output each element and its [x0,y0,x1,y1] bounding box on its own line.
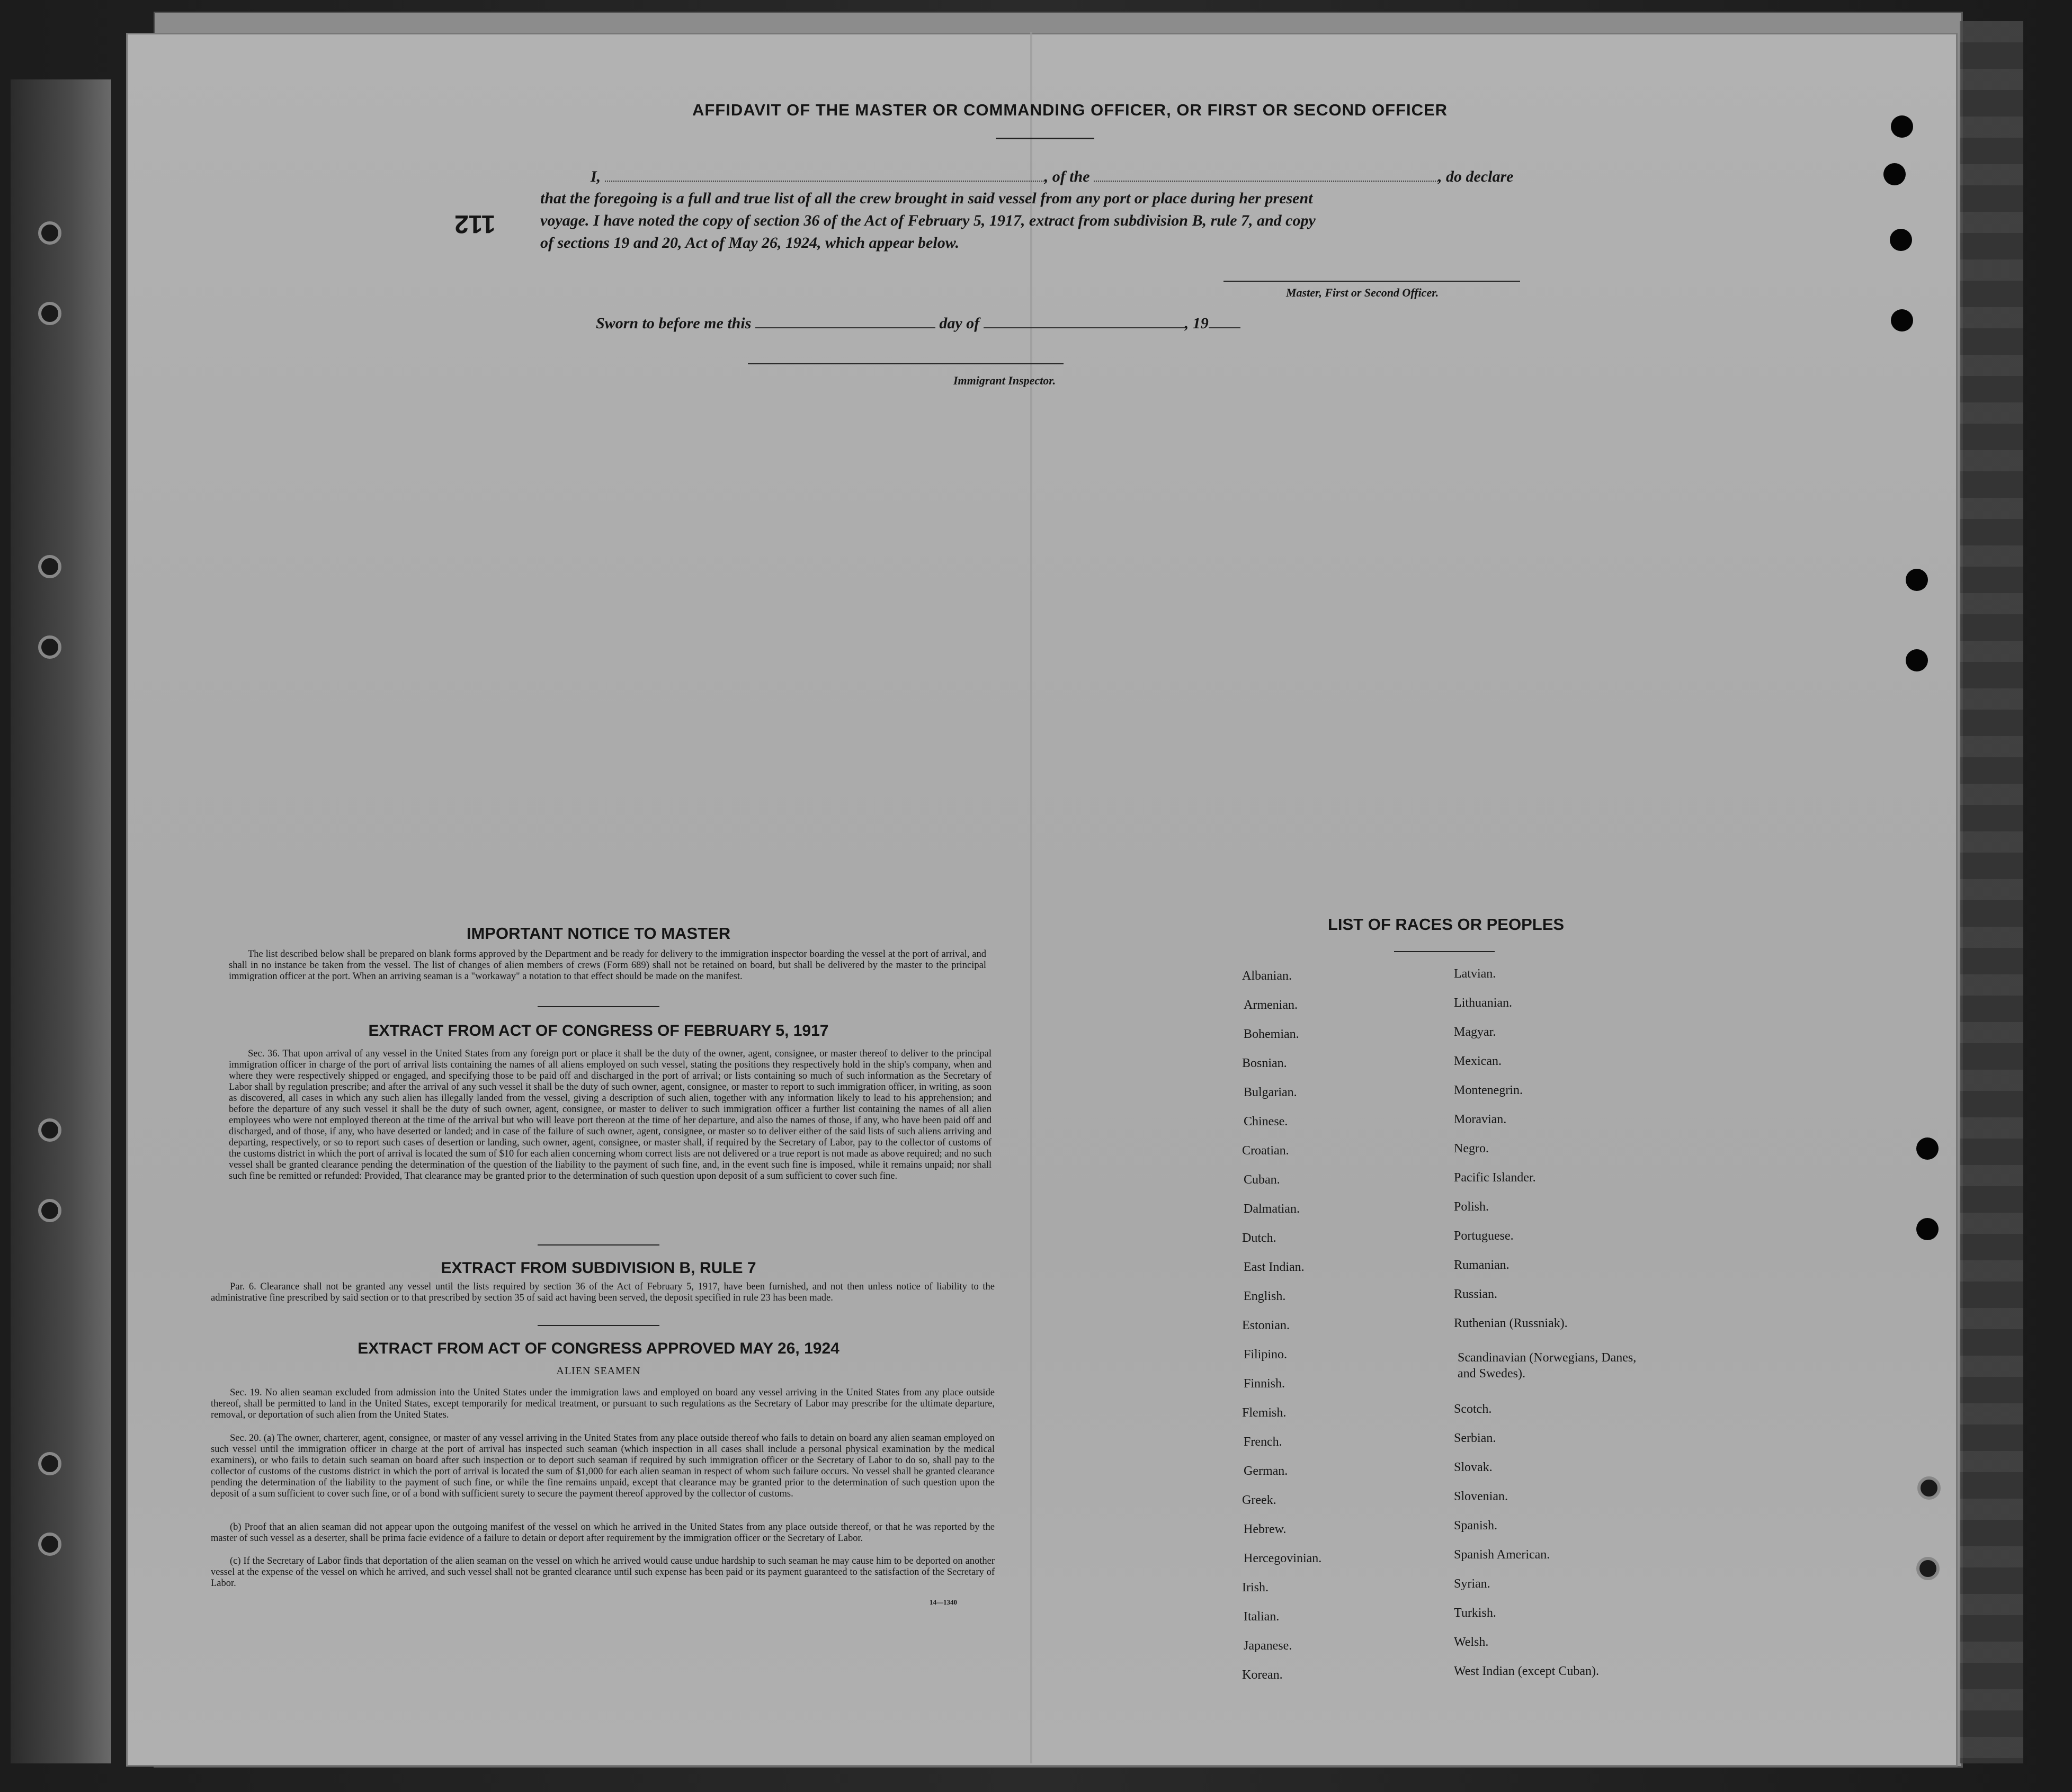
binding-edge [11,79,111,1763]
race-item: Hebrew. [1244,1522,1287,1536]
sec19-text: Sec. 19. No alien seaman excluded from admission into the United States under the immigration laws and employed on board any vessel arriving in the United States from any place outside thereof, shall be permitted to land in the United States, except temporarily for medical treatment, or pursuant to such regulations as the Secretary of Labor may prescribe for the ultimate departure, removal, or deportation of such alien from the United States. [211,1387,995,1420]
race-item: Cuban. [1244,1173,1280,1187]
race-item: Finnish. [1244,1377,1285,1391]
form-number: 14—1340 [930,1598,957,1606]
of-the-label: , of the [1044,168,1090,185]
race-item: Dutch. [1242,1231,1276,1245]
affidavit-title: AFFIDAVIT OF THE MASTER OR COMMANDING OFFICER, OR FIRST OR SECOND OFFICER [692,101,1448,119]
affidavit-line-4: of sections 19 and 20, Act of May 26, 1924, which appear below. [540,234,960,252]
race-item: Lithuanian. [1454,996,1512,1010]
race-item: Italian. [1244,1610,1280,1624]
race-item: Negro. [1454,1142,1489,1155]
races-title-rule [1394,951,1495,952]
race-item: Bohemian. [1244,1027,1299,1041]
race-item: Greek. [1242,1493,1276,1507]
punch-hole-icon [1906,569,1928,591]
race-item: Spanish American. [1454,1548,1550,1562]
binder-ring-icon [38,1533,61,1556]
notice-title: IMPORTANT NOTICE TO MASTER [466,924,731,943]
sec20c-text: (c) If the Secretary of Labor finds that deportation of the alien seaman on the vessel on which he arrived would cause undue hardship to such seaman he may cause him to be deported on another vessel at the expense of the vessel on which he arrived, and such vessel shall not be granted clearance until such expense has been paid or its payment guaranteed to the satisfaction of the Secretary of Labor. [211,1556,995,1589]
race-item: Slovenian. [1454,1490,1508,1503]
extract-rule7-text: Par. 6. Clearance shall not be granted any vessel until the lists required by section 36 of the Act of February 5, 1917, have been furnished, and not then unless notice of liability to the administrative fine prescribed by said section or to that prescribed by section 35 of said act having been served, the deposit specified in rule 23 has been made. [211,1282,995,1303]
race-item: Bosnian. [1242,1056,1287,1070]
race-item: East Indian. [1244,1260,1305,1274]
binder-ring-icon [38,302,61,325]
stamp-number: 112 [454,210,496,238]
i-label: I, [591,168,601,185]
race-item: Serbian. [1454,1431,1496,1445]
race-item: Pacific Islander. [1454,1171,1536,1185]
name-field[interactable] [605,167,1044,182]
race-item: Estonian. [1242,1319,1290,1332]
race-item: German. [1244,1464,1288,1478]
day-of-label: day of [939,315,980,332]
race-item: Korean. [1242,1668,1283,1682]
binder-ring-icon [38,555,61,578]
punch-hole-icon [1916,1137,1939,1160]
race-item: Mexican. [1454,1054,1502,1068]
race-item: Russian. [1454,1287,1498,1301]
extract-rule7-title: EXTRACT FROM SUBDIVISION B, RULE 7 [441,1259,756,1277]
race-item: Hercegovinian. [1244,1552,1322,1565]
race-item: Irish. [1242,1581,1269,1594]
alien-seamen-subtitle: ALIEN SEAMEN [556,1365,641,1377]
binder-ring-icon [38,1199,61,1222]
document-page [126,33,1958,1767]
punch-hole-icon [1916,1218,1939,1240]
race-item: Scotch. [1454,1402,1492,1416]
binder-strip [1960,21,2023,1763]
affidavit-line-2: that the foregoing is a full and true list of all the crew brought in said vessel from any port or place during her present [540,190,1313,207]
binder-ring-icon [38,635,61,659]
binder-ring-icon [1916,1557,1940,1580]
race-item: Spanish. [1454,1519,1498,1533]
punch-hole-icon [1891,309,1913,331]
race-item: Filipino. [1244,1348,1288,1361]
section-rule [538,1006,659,1007]
race-item: Scandinavian (Norwegians, Danes, and Swedes). [1458,1351,1637,1381]
race-item: Japanese. [1244,1639,1292,1653]
race-item: Syrian. [1454,1577,1490,1591]
race-item: Latvian. [1454,967,1496,981]
master-signature-label: Master, First or Second Officer. [1286,286,1439,299]
race-item: Bulgarian. [1244,1086,1297,1099]
binder-ring-icon [1917,1476,1941,1500]
binder-ring-icon [38,1118,61,1142]
race-item: West Indian (except Cuban). [1454,1664,1599,1678]
race-item: Ruthenian (Russniak). [1454,1316,1568,1330]
binder-ring-icon [38,1452,61,1475]
binder-ring-icon [38,221,61,245]
race-item: Rumanian. [1454,1258,1510,1272]
sworn-month-field[interactable] [984,313,1185,328]
affidavit-line-3: voyage. I have noted the copy of section 36 of the Act of February 5, 1917, extract from subdivision B, rule 7, and copy [540,212,1316,229]
race-item: Welsh. [1454,1635,1489,1649]
affidavit-line-1 [591,167,1513,186]
punch-hole-icon [1890,229,1912,251]
vessel-field[interactable] [1094,167,1438,182]
race-item: Polish. [1454,1200,1489,1214]
page-fold [1030,32,1032,1763]
race-item: Montenegrin. [1454,1083,1523,1097]
race-item: English. [1244,1289,1286,1303]
sworn-day-field[interactable] [755,313,935,328]
master-signature-line[interactable] [1223,281,1520,282]
race-item: Turkish. [1454,1606,1496,1620]
race-item: Dalmatian. [1244,1202,1300,1216]
race-item: Albanian. [1242,969,1292,983]
races-title: LIST OF RACES OR PEOPLES [1327,915,1565,934]
punch-hole-icon [1891,115,1913,138]
punch-hole-icon [1906,649,1928,671]
race-item: Flemish. [1242,1406,1287,1420]
sec20a-text: Sec. 20. (a) The owner, charterer, agent, consignee, or master of any vessel arriving in the United States from any place outside thereof who fails to detain on board any alien seaman employed on such vessel until the immigration officer in charge at the port of arrival has inspected such seaman (which inspection in all cases shall include a personal physical examination by the medical examiners), or who fails to detain such seaman on board after such inspection or to deport such seaman if required by such immigration officer or the Secretary of Labor to do so, shall pay to the collector of customs of the customs district in which the port of arrival is located the sum of $1,000 for each alien seaman in respect of whom such failure occurs. No vessel shall be granted clearance pending the determination of the liability to the payment of such fine, or while the fine remains unpaid, except that clearance may be granted prior to the determination of such question upon the deposit of a sum sufficient to cover such fine, or of a bond with sufficient surety to secure the payment thereof approved by the collector of customs. [211,1433,995,1499]
extract-1924-title: EXTRACT FROM ACT OF CONGRESS APPROVED MAY 26, 1924 [358,1340,839,1357]
do-declare-label: , do declare [1438,168,1514,185]
race-item: Moravian. [1454,1113,1507,1126]
notice-text: The list described below shall be prepared on blank forms approved by the Department and be ready for delivery to the immigration inspector boarding the vessel at the port of arrival, and shall in no instance be taken from the vessel. The list of changes of alien members of crews (Form 689) shall not be retained on board, but shall be delivered by the master to the principal immigration officer at the port. When an arriving seaman is a "workaway" a notation to that effect should be made on the manifest. [229,949,986,982]
inspector-label: Immigrant Inspector. [953,374,1056,387]
race-item: Armenian. [1244,998,1298,1012]
race-item: Slovak. [1454,1461,1493,1474]
sec20b-text: (b) Proof that an alien seaman did not appear upon the outgoing manifest of the vessel on which he arrived in the United States from any place outside thereof, or that he was reported by the master of such vessel as a deserter, shall be prima facie evidence of a failure to detain or deport after requirement by the immigration officer or the Secretary of Labor. [211,1522,995,1544]
race-item: Croatian. [1242,1144,1289,1158]
section-rule [538,1244,659,1246]
race-item: Chinese. [1244,1115,1288,1128]
inspector-signature-line[interactable] [748,363,1064,364]
race-item: Magyar. [1454,1025,1496,1039]
punch-hole-icon [1883,163,1906,185]
year-prefix-label: , 19 [1184,315,1209,332]
race-item: Portuguese. [1454,1229,1514,1243]
extract-1917-text: Sec. 36. That upon arrival of any vessel in the United States from any foreign port or place it shall be the duty of the owner, agent, consignee, or master thereof to deliver to the principal immigration officer in charge of the port of arrival lists containing the names of all aliens employed on such vessel, stating the positions they respectively hold in the ship's company, when and where they were respectively shipped or engaged, and specifying those to be paid off and discharged in the port of arrival; or lists containing so much of such information as the Secretary of Labor shall by regulation prescribe; and after the arrival of any such vessel it shall be the duty of such owner, agent, consignee, or master to report to such immigration officer, in writing, as soon as discovered, all cases in which any such alien has illegally landed from the vessel, giving a description of such alien, together with any information likely to lead to his apprehension; and before the departure of any such vessel it shall be the duty of such owner, agent, consignee, or master to deliver to such immigration officer a further list containing the names of all alien employees who were not employed thereon at the time of the arrival but who will leave port thereon at the time of her departure, and also the names of those, if any, who have been paid off and discharged, and of those, if any, who have deserted or landed; and in case of the failure of such owner, agent, consignee, or master so to deliver either of the said lists of such aliens arriving and departing, respectively, or so to report such cases of desertion or landing, such owner, agent, consignee, or master shall, if required by the Secretary of Labor, pay to the collector of customs of the customs district in which the port of arrival is located the sum of $10 for each alien concerning whom correct lists are not delivered or a true report is not made as above required; and no such vessel shall be granted clearance pending the determination of the question of the liability to the payment of such fine, and, in the event such fine is imposed, while it remains unpaid; nor shall such fine be remitted or refunded: Provided, That clearance may be granted prior to the determination of such question upon deposit of a sum sufficient to cover such fine. [229,1049,992,1181]
title-rule [996,138,1094,139]
section-rule [538,1325,659,1326]
race-item: French. [1244,1435,1282,1449]
sworn-line [596,313,1240,333]
extract-1917-title: EXTRACT FROM ACT OF CONGRESS OF FEBRUARY 5, 1917 [368,1022,829,1040]
sworn-label: Sworn to before me this [596,315,752,332]
sworn-year-field[interactable] [1209,313,1240,328]
